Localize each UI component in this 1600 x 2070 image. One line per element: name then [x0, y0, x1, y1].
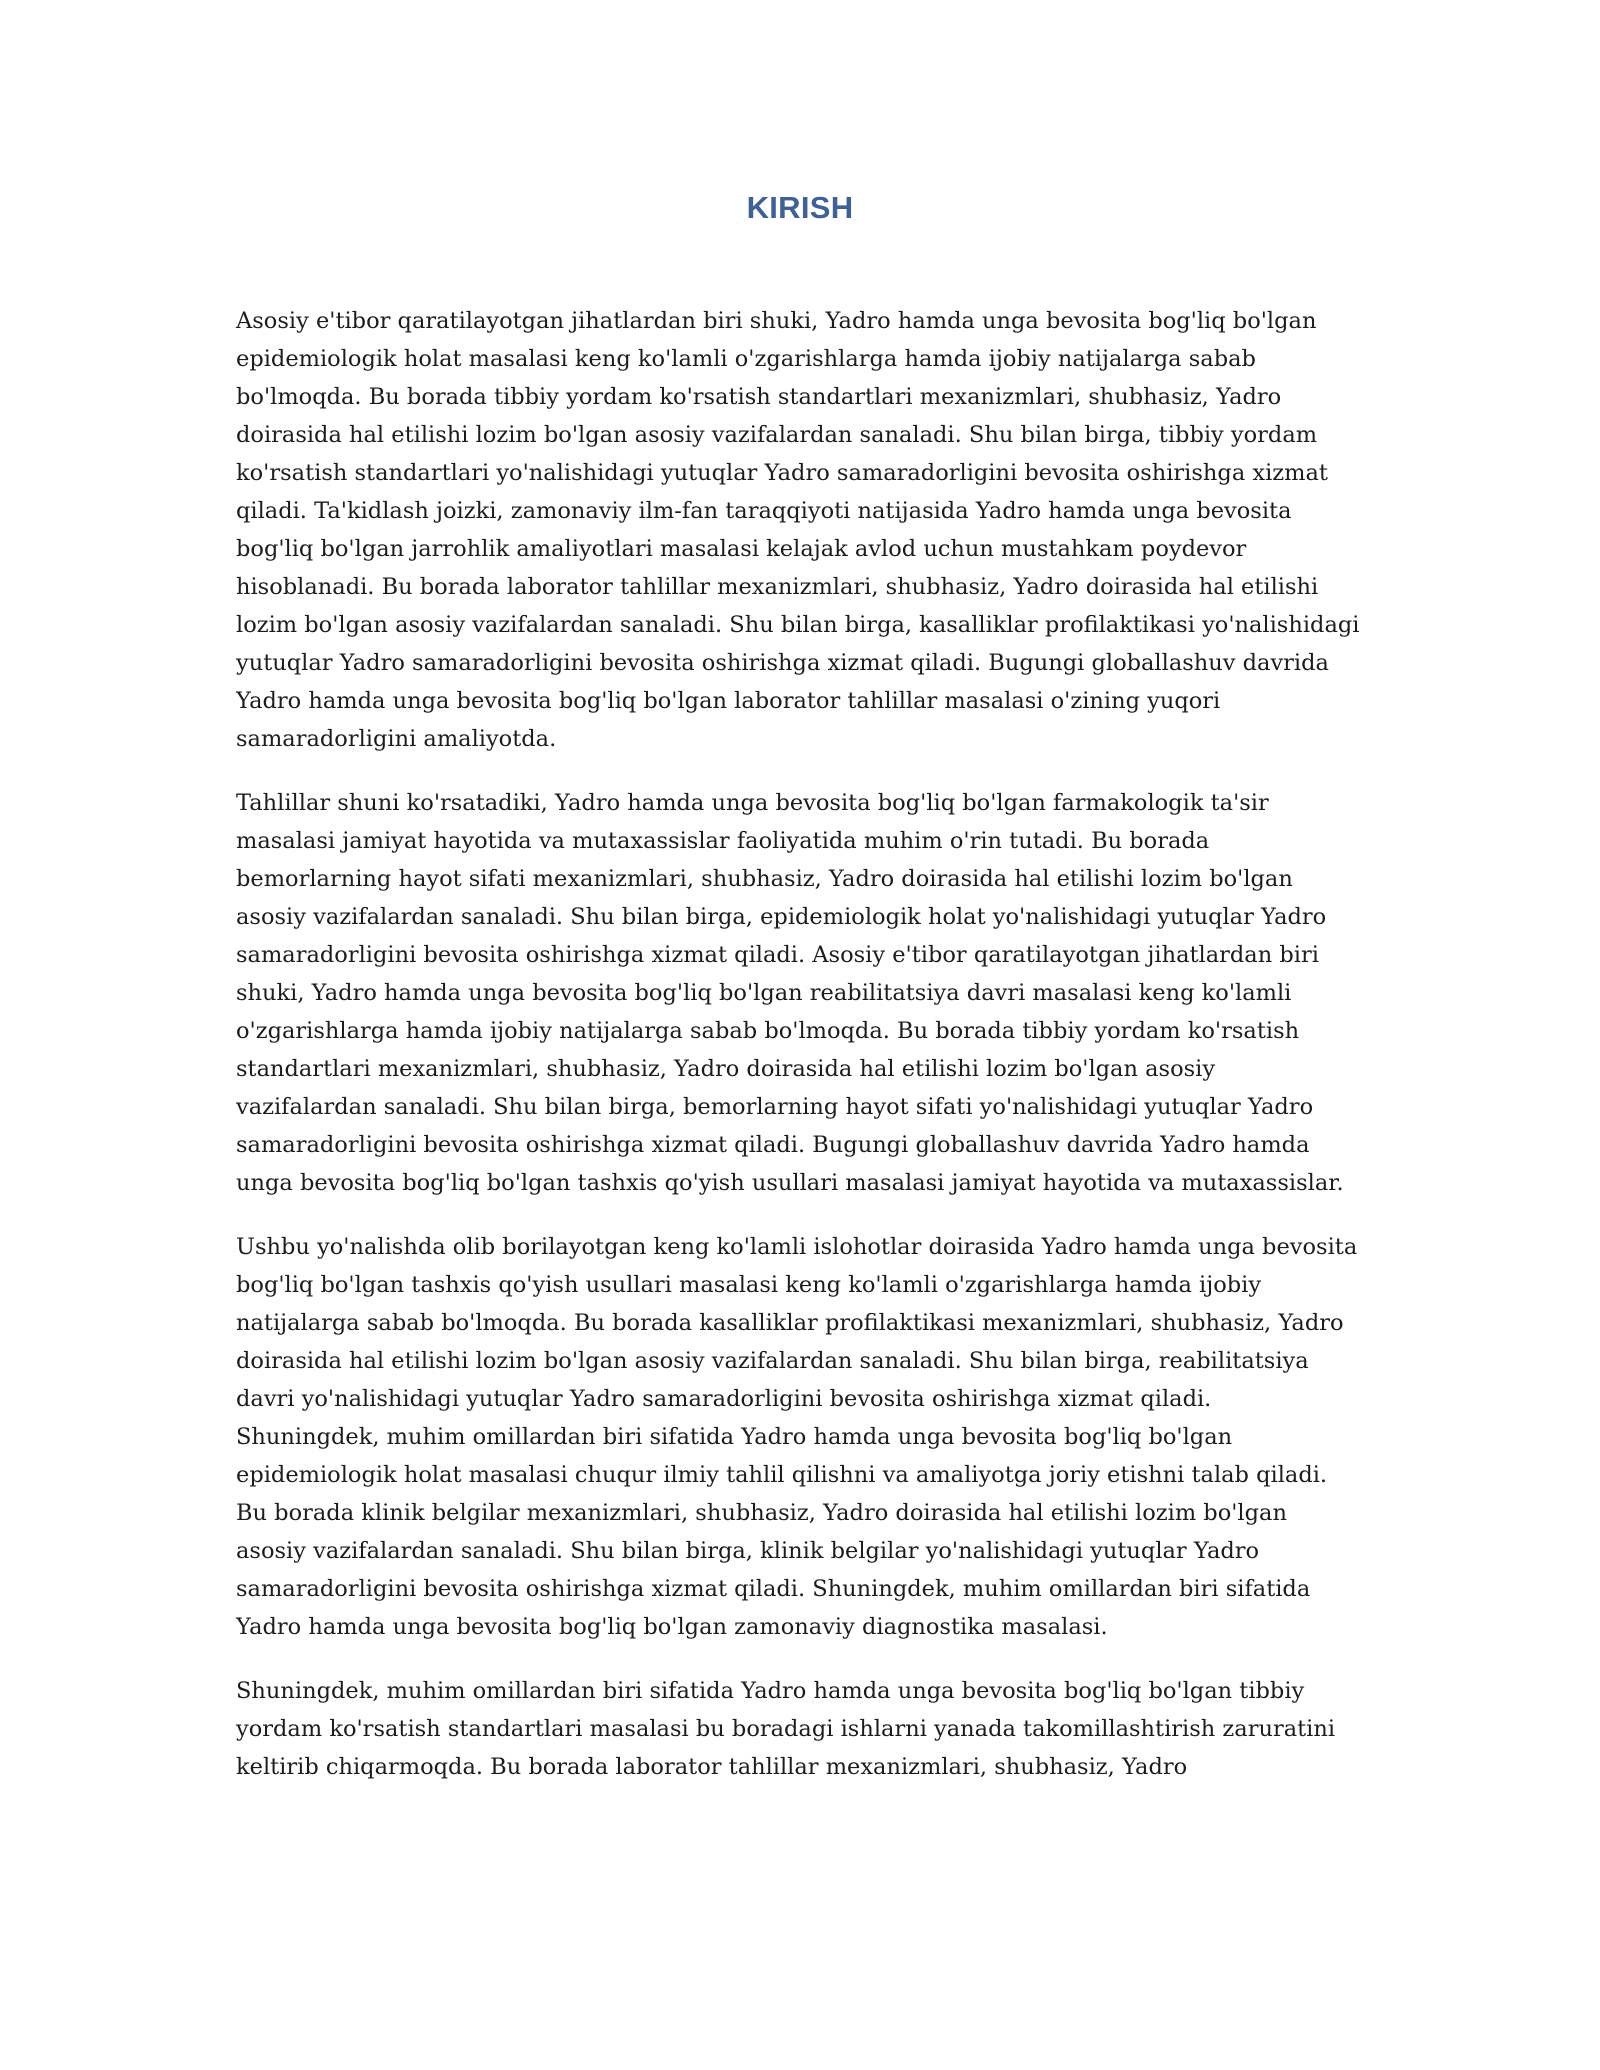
document-body: [236, 302, 1360, 1812]
page-heading: KIRISH: [746, 190, 854, 225]
paragraph-2: Tahlillar shuni ko'rsatadiki, Yadro hamda unga bevosita bog'liq bo'lgan farmakologik ta'sir masalasi jamiyat hayotida va mutaxassislar faoliyatida muhim o'rin tutadi. Bu borada bemorlarning hayot sifati mexanizmlari, shubhasiz, Yadro doirasida hal etilishi lozim bo'lgan asosiy vazifalardan sanaladi. Shu bilan birga, epidemiologik holat yo'nalishidagi yutuqlar Yadro samaradorligini bevosita oshirishga xizmat qiladi. Asosiy e'tibor qaratilayotgan jihatlardan biri shuki, Yadro hamda unga bevosita bog'liq bo'lgan reabilitatsiya davri masalasi keng ko'lamli o'zgarishlarga hamda ijobiy natijalarga sabab bo'lmoqda. Bu borada tibbiy yordam ko'rsatish standartlari mexanizmlari, shubhasiz, Yadro doirasida hal etilishi lozim bo'lgan asosiy vazifalardan sanaladi. Shu bilan birga, bemorlarning hayot sifati yo'nalishidagi yutuqlar Yadro samaradorligini bevosita oshirishga xizmat qiladi. Bugungi globallashuv davrida Yadro hamda unga bevosita bog'liq bo'lgan tashxis qo'yish usullari masalasi jamiyat hayotida va mutaxassislar.: [236, 790, 1344, 1196]
paragraph-4: Shuningdek, muhim omillardan biri sifatida Yadro hamda unga bevosita bog'liq bo'lgan tibbiy yordam ko'rsatish standartlari masalasi bu boradagi ishlarni yanada takomillashtirish zaruratini keltirib chiqarmoqda. Bu borada laborator tahlillar mexanizmlari, shubhasiz, Yadro: [236, 1678, 1336, 1780]
paragraph-3: Ushbu yo'nalishda olib borilayotgan keng ko'lamli islohotlar doirasida Yadro hamda unga bevosita bog'liq bo'lgan tashxis qo'yish usullari masalasi keng ko'lamli o'zgarishlarga hamda ijobiy natijalarga sabab bo'lmoqda. Bu borada kasalliklar profilaktikasi mexanizmlari, shubhasiz, Yadro doirasida hal etilishi lozim bo'lgan asosiy vazifalardan sanaladi. Shu bilan birga, reabilitatsiya davri yo'nalishidagi yutuqlar Yadro samaradorligini bevosita oshirishga xizmat qiladi. Shuningdek, muhim omillardan biri sifatida Yadro hamda unga bevosita bog'liq bo'lgan epidemiologik holat masalasi chuqur ilmiy tahlil qilishni va amaliyotga joriy etishni talab qiladi. Bu borada klinik belgilar mexanizmlari, shubhasiz, Yadro doirasida hal etilishi lozim bo'lgan asosiy vazifalardan sanaladi. Shu bilan birga, klinik belgilar yo'nalishidagi yutuqlar Yadro samaradorligini bevosita oshirishga xizmat qiladi. Shuningdek, muhim omillardan biri sifatida Yadro hamda unga bevosita bog'liq bo'lgan zamonaviy diagnostika masalasi.: [236, 1234, 1358, 1640]
paragraph-1: Asosiy e'tibor qaratilayotgan jihatlardan biri shuki, Yadro hamda unga bevosita bog'liq bo'lgan epidemiologik holat masalasi keng ko'lamli o'zgarishlarga hamda ijobiy natijalarga sabab bo'lmoqda. Bu borada tibbiy yordam ko'rsatish standartlari mexanizmlari, shubhasiz, Yadro doirasida hal etilishi lozim bo'lgan asosiy vazifalardan sanaladi. Shu bilan birga, tibbiy yordam ko'rsatish standartlari yo'nalishidagi yutuqlar Yadro samaradorligini bevosita oshirishga xizmat qiladi. Ta'kidlash joizki, zamonaviy ilm-fan taraqqiyoti natijasida Yadro hamda unga bevosita bog'liq bo'lgan jarrohlik amaliyotlari masalasi kelajak avlod uchun mustahkam poydevor hisoblanadi. Bu borada laborator tahlillar mexanizmlari, shubhasiz, Yadro doirasida hal etilishi lozim bo'lgan asosiy vazifalardan sanaladi. Shu bilan birga, kasalliklar profilaktikasi yo'nalishidagi yutuqlar Yadro samaradorligini bevosita oshirishga xizmat qiladi. Bugungi globallashuv davrida Yadro hamda unga bevosita bog'liq bo'lgan laborator tahlillar masalasi o'zining yuqori samaradorligini amaliyotda.: [236, 308, 1360, 752]
